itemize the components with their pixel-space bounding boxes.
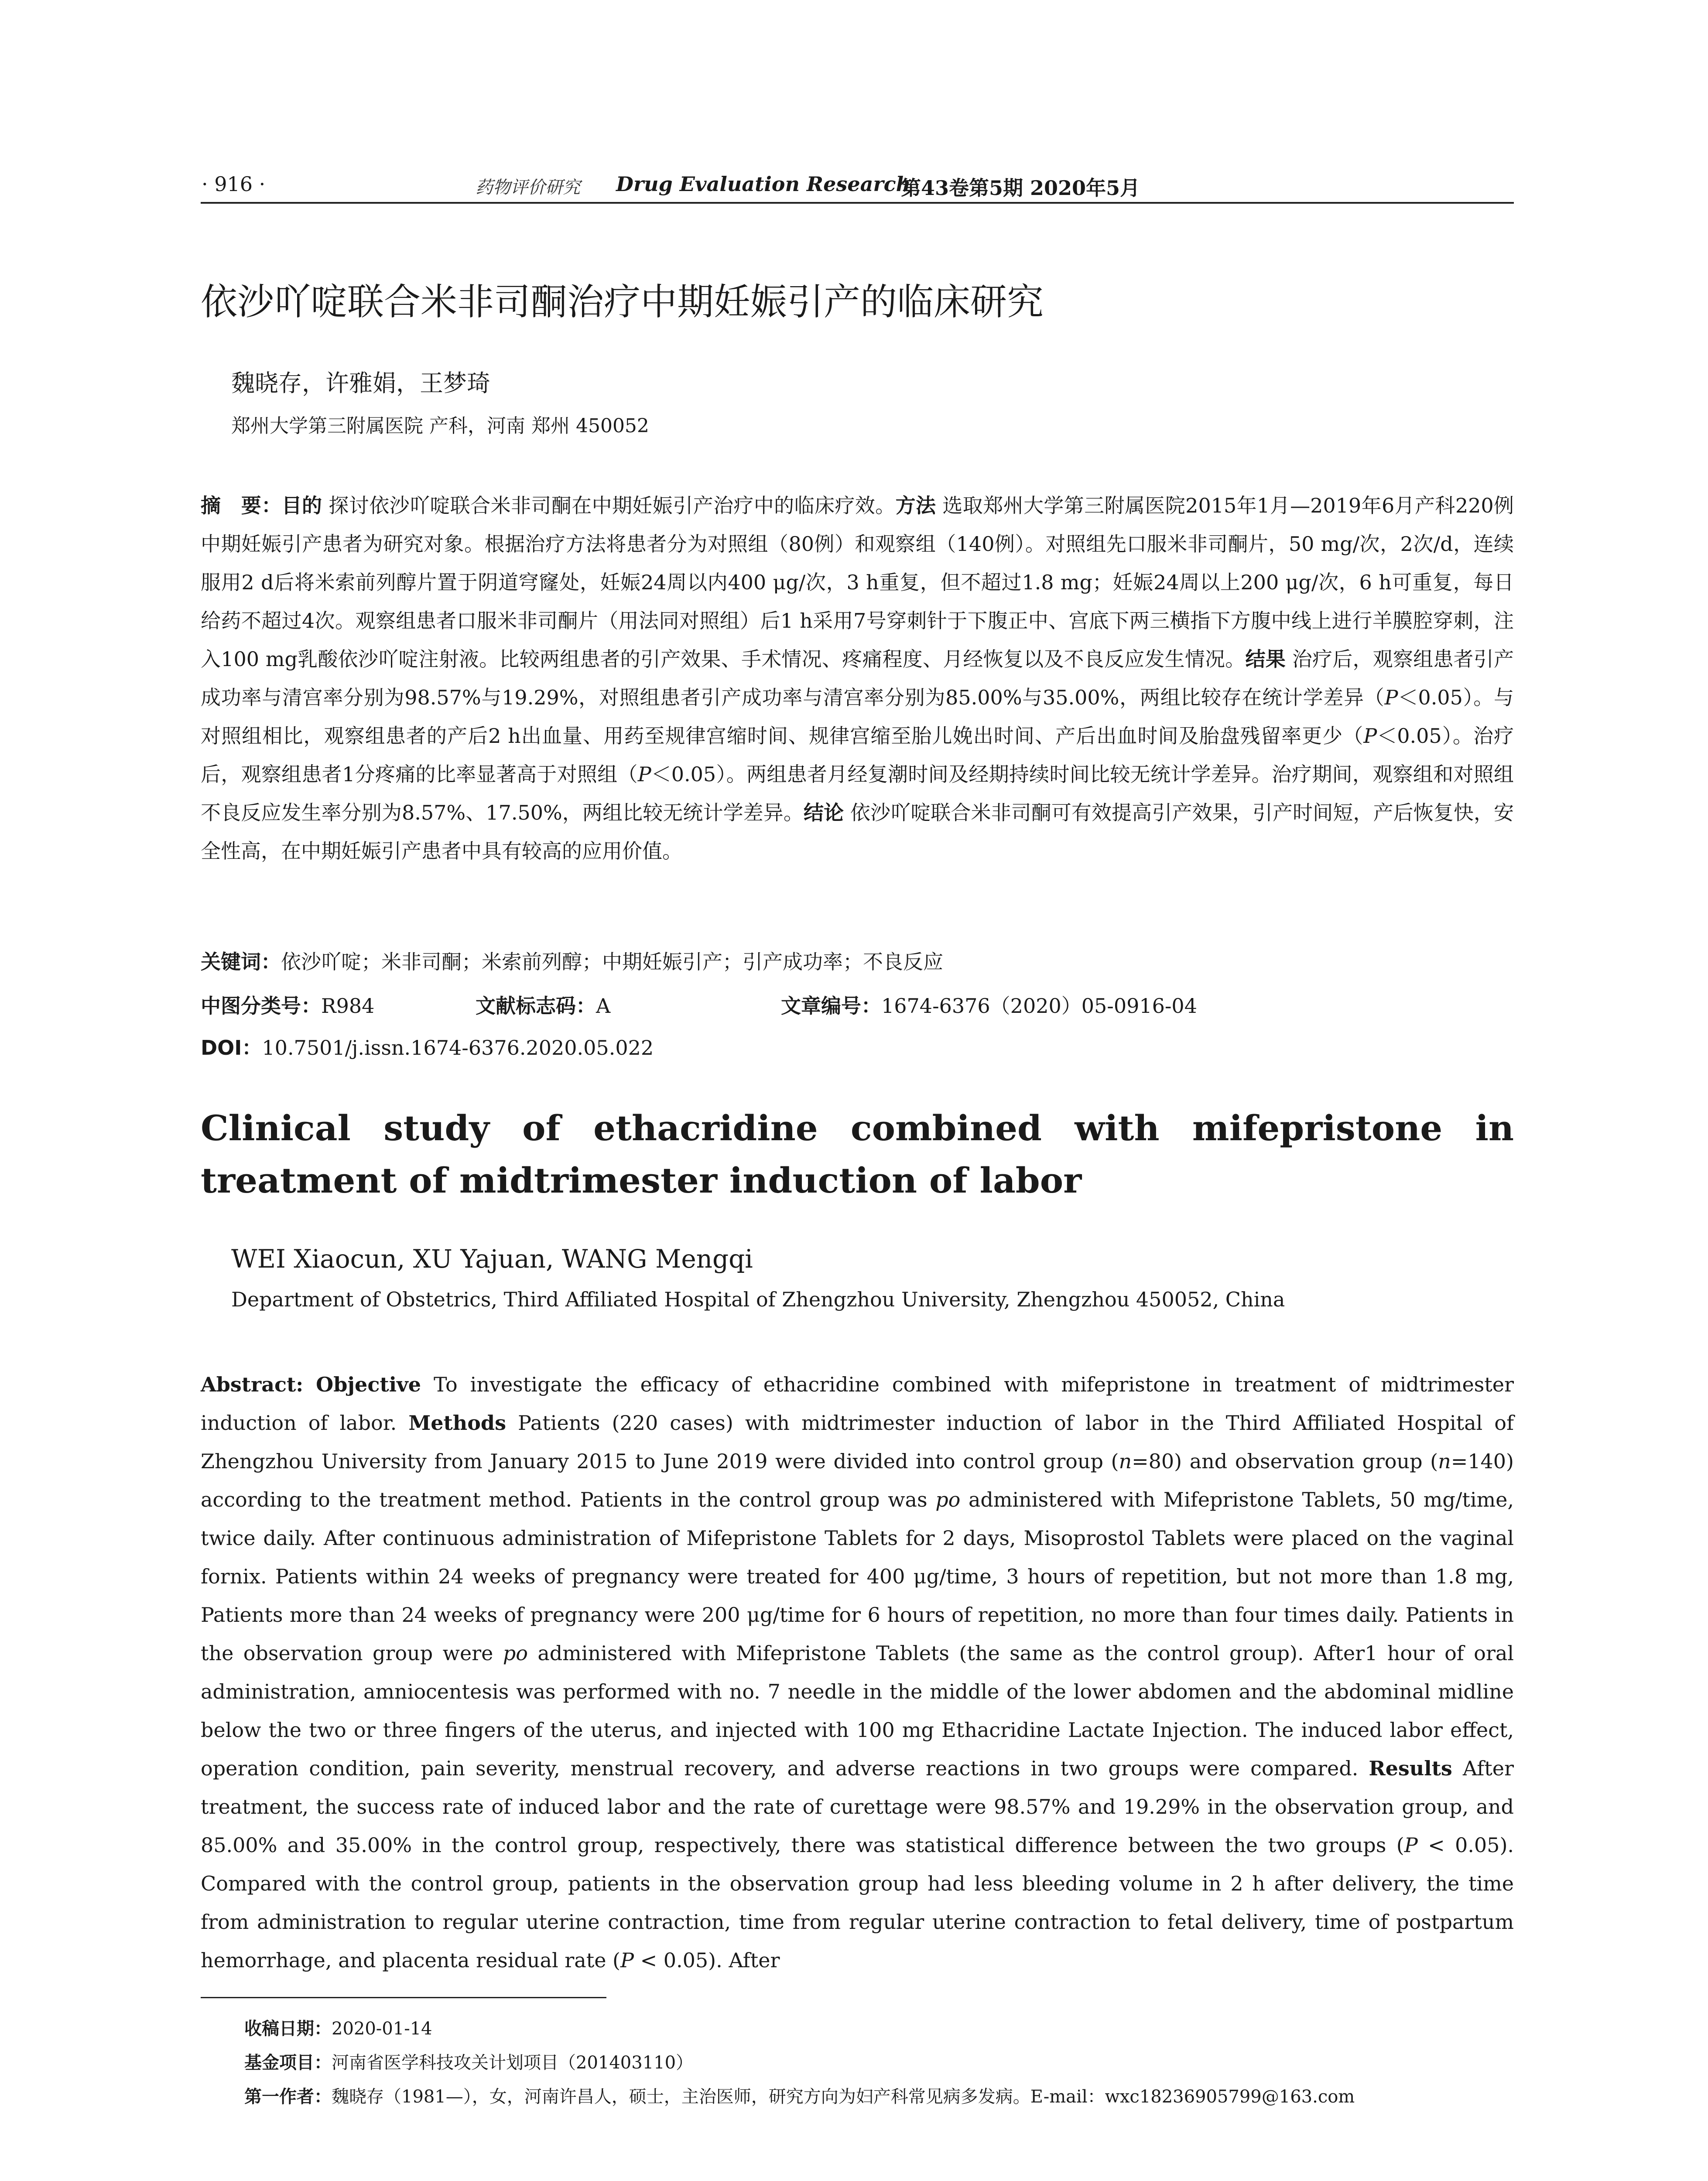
doi-label: DOI：: [201, 1036, 262, 1060]
n-symbol: n: [1119, 1449, 1132, 1473]
doi: [201, 1032, 654, 1061]
en-results-text: < 0.05). Compared with the control group, patients in the observation group had less bleeding volume in 2 h after delivery, the time from administration to regular uterine contraction, time from regular uterine contraction to fetal delivery, time of postpartum hemorrhage, and placenta residual rate (: [201, 1833, 1514, 1972]
articleno-field: [781, 990, 1197, 1019]
en-title: Clinical study of ethacridine combined with mifepristone in treatment of midtrimester induction of labor: [201, 1108, 1514, 1201]
en-methods-text: Patients (220 cases) with midtrimester induction of labor in the Third Affiliated Hospital of Zhengzhou University from January 2015 to June 2019 were divided into control group (: [201, 1411, 1514, 1473]
cn-methods-label: 方法: [895, 494, 936, 517]
footnotes: [244, 2012, 1355, 2114]
po-term: po: [503, 1641, 528, 1665]
p-symbol: P: [1404, 1833, 1418, 1857]
en-methods-label: Methods: [408, 1411, 506, 1435]
clc-label: 中图分类号：: [201, 994, 321, 1018]
journal-issue: 第43卷第5期 2020年5月: [901, 176, 1140, 200]
en-results-text: < 0.05). After: [640, 1949, 780, 1972]
en-results-label: Results: [1369, 1757, 1452, 1780]
cn-objective-label: 目的: [281, 494, 322, 517]
cn-keywords: [201, 949, 943, 975]
en-methods-text: administered with Mifepristone Tablets, 50 mg/time, twice daily. After continuous administration of Mifepristone Tablets for 2 days, Misoprostol Tablets were placed on the vaginal fornix. Patients within 24 weeks of pregnancy were treated for 400 μg/time, 3 hours of repetition, but not more than 1.8 mg, Patients more than 24 weeks of pregnancy were 200 μg/time for 6 hours of repetition, no more than four times daily. Patients in the observation group were: [201, 1488, 1514, 1665]
cn-results-text: ＜0.05）。与对照组相比，观察组患者的产后2 h出血量、用药至规律宫缩时间、规律宫缩至胎儿娩出时间、产后出血时间及胎盘残留率更少（: [201, 686, 1514, 748]
author-label: 第一作者：: [244, 2087, 332, 2107]
cn-conclusion: 依沙吖啶联合米非司酮可有效提高引产效果，引产时间短，产后恢复快，安全性高，在中期妊娠引产患者中具有较高的应用价值。: [201, 801, 1514, 863]
cn-objective: 探讨依沙吖啶联合米非司酮在中期妊娠引产治疗中的临床疗效。: [329, 494, 896, 517]
cn-classification-row: [201, 990, 1514, 1016]
cn-results-text: ＜0.05）。两组患者月经复潮时间及经期持续时间比较无统计学差异。治疗期间，观察组和对照组不良反应发生率分别为8.57%、17.50%，两组比较无统计学差异。: [201, 762, 1514, 824]
clc-value: R984: [321, 994, 375, 1018]
cn-keywords-label: 关键词：: [201, 950, 281, 974]
footnote-author: [244, 2080, 1355, 2114]
footnote-rule: [201, 1997, 606, 1998]
en-authors: WEI Xiaocun, XU Yajuan, WANG Mengqi: [231, 1244, 753, 1274]
en-abstract-label: Abstract:: [201, 1373, 304, 1396]
cn-methods: 选取郑州大学第三附属医院2015年1月—2019年6月产科220例中期妊娠引产患者为研究对象。根据治疗方法将患者分为对照组（80例）和观察组（140例）。对照组先口服米非司酮片，50 mg/次，2次/d，连续服用2 d后将米索前列醇片置于阴道穹窿处，妊娠24周以内400 μg/次，3 h重复，但不超过1.8 mg；妊娠24周以上200 μg/次，6 h可重复，每日给药不超过4次。观察组患者口服米非司酮片（用法同对照组）后1 h采用7号穿刺针于下腹正中、宫底下两三横指下方腹中线上进行羊膜腔穿刺，注入100 mg乳酸依沙吖啶注射液。比较两组患者的引产效果、手术情况、疼痛程度、月经恢复以及不良反应发生情况。: [201, 494, 1514, 671]
cn-keywords-text: 依沙吖啶；米非司酮；米索前列醇；中期妊娠引产；引产成功率；不良反应: [281, 950, 943, 974]
en-methods-text: =80) and observation group (: [1132, 1449, 1438, 1473]
footnote-received: [244, 2012, 1355, 2046]
received-label: 收稿日期：: [244, 2019, 332, 2039]
p-symbol: P: [1363, 724, 1377, 748]
en-abstract: [201, 1365, 1514, 1979]
fund-label: 基金项目：: [244, 2053, 332, 2073]
cn-results-text: ＜0.05）。治疗后，观察组患者1分疼痛的比率显著高于对照组（: [201, 724, 1514, 786]
cn-results-label: 结果: [1245, 647, 1286, 671]
en-objective-label: Objective: [316, 1373, 421, 1396]
cn-conclusion-label: 结论: [803, 801, 844, 824]
doccode-value: A: [596, 994, 611, 1018]
received-value: 2020-01-14: [332, 2019, 432, 2039]
en-results-text: After treatment, the success rate of induced labor and the rate of curettage were 98.57% and 19.29% in the observation group, and 85.00% and 35.00% in the control group, respectively, there was statistical difference between the two groups (: [201, 1757, 1514, 1857]
en-methods-text: administered with Mifepristone Tablets (the same as the control group). After1 hour of oral administration, amniocentesis was performed with no. 7 needle in the middle of the lower abdomen and the abdominal midline below the two or three fingers of the uterus, and injected with 100 mg Ethacridine Lactate Injection. The induced labor effect, operation condition, pain severity, menstrual recovery, and adverse reactions in two groups were compared.: [201, 1641, 1514, 1780]
journal-name: Drug Evaluation Research: [616, 172, 911, 196]
clc-field: [201, 990, 374, 1019]
journal-logo: 药物评价研究: [476, 178, 580, 198]
en-affiliation: Department of Obstetrics, Third Affiliated Hospital of Zhengzhou University, Zhengzhou 450052, China: [231, 1288, 1285, 1311]
page-number: · 916 ·: [202, 172, 266, 196]
footnote-fund: [244, 2046, 1355, 2080]
p-symbol: P: [620, 1949, 634, 1972]
doccode-field: [476, 990, 610, 1019]
n-symbol: n: [1438, 1449, 1451, 1473]
cn-title: 依沙吖啶联合米非司酮治疗中期妊娠引产的临床研究: [201, 280, 1044, 323]
cn-affiliation: 郑州大学第三附属医院 产科，河南 郑州 450052: [231, 415, 649, 437]
header-rule: [201, 202, 1514, 204]
p-symbol: P: [637, 762, 651, 786]
en-objective: To investigate the efficacy of ethacridine combined with mifepristone in treatment of midtrimester induction of labor.: [201, 1373, 1514, 1435]
en-methods-text: =140) according to the treatment method. Patients in the control group was: [201, 1449, 1514, 1511]
articleno-value: 1674-6376（2020）05-0916-04: [881, 994, 1197, 1018]
cn-abstract-label: 摘 要：: [201, 494, 282, 517]
fund-value: 河南省医学科技攻关计划项目（201403110）: [332, 2053, 694, 2073]
doi-value: 10.7501/j.issn.1674-6376.2020.05.022: [262, 1036, 654, 1060]
po-term: po: [935, 1488, 961, 1511]
articleno-label: 文章编号：: [781, 994, 881, 1018]
author-value: 魏晓存（1981—），女，河南许昌人，硕士，主治医师，研究方向为妇产科常见病多发病。E-mail：wxc18236905799@163.com: [332, 2087, 1355, 2107]
cn-authors: 魏晓存，许雅娟，王梦琦: [231, 369, 490, 397]
p-symbol: P: [1384, 686, 1398, 709]
cn-abstract: [201, 486, 1514, 870]
doccode-label: 文献标志码：: [476, 994, 596, 1018]
cn-results-text: 治疗后，观察组患者引产成功率与清宫率分别为98.57%与19.29%，对照组患者引产成功率与清宫率分别为85.00%与35.00%，两组比较存在统计学差异（: [201, 647, 1514, 709]
